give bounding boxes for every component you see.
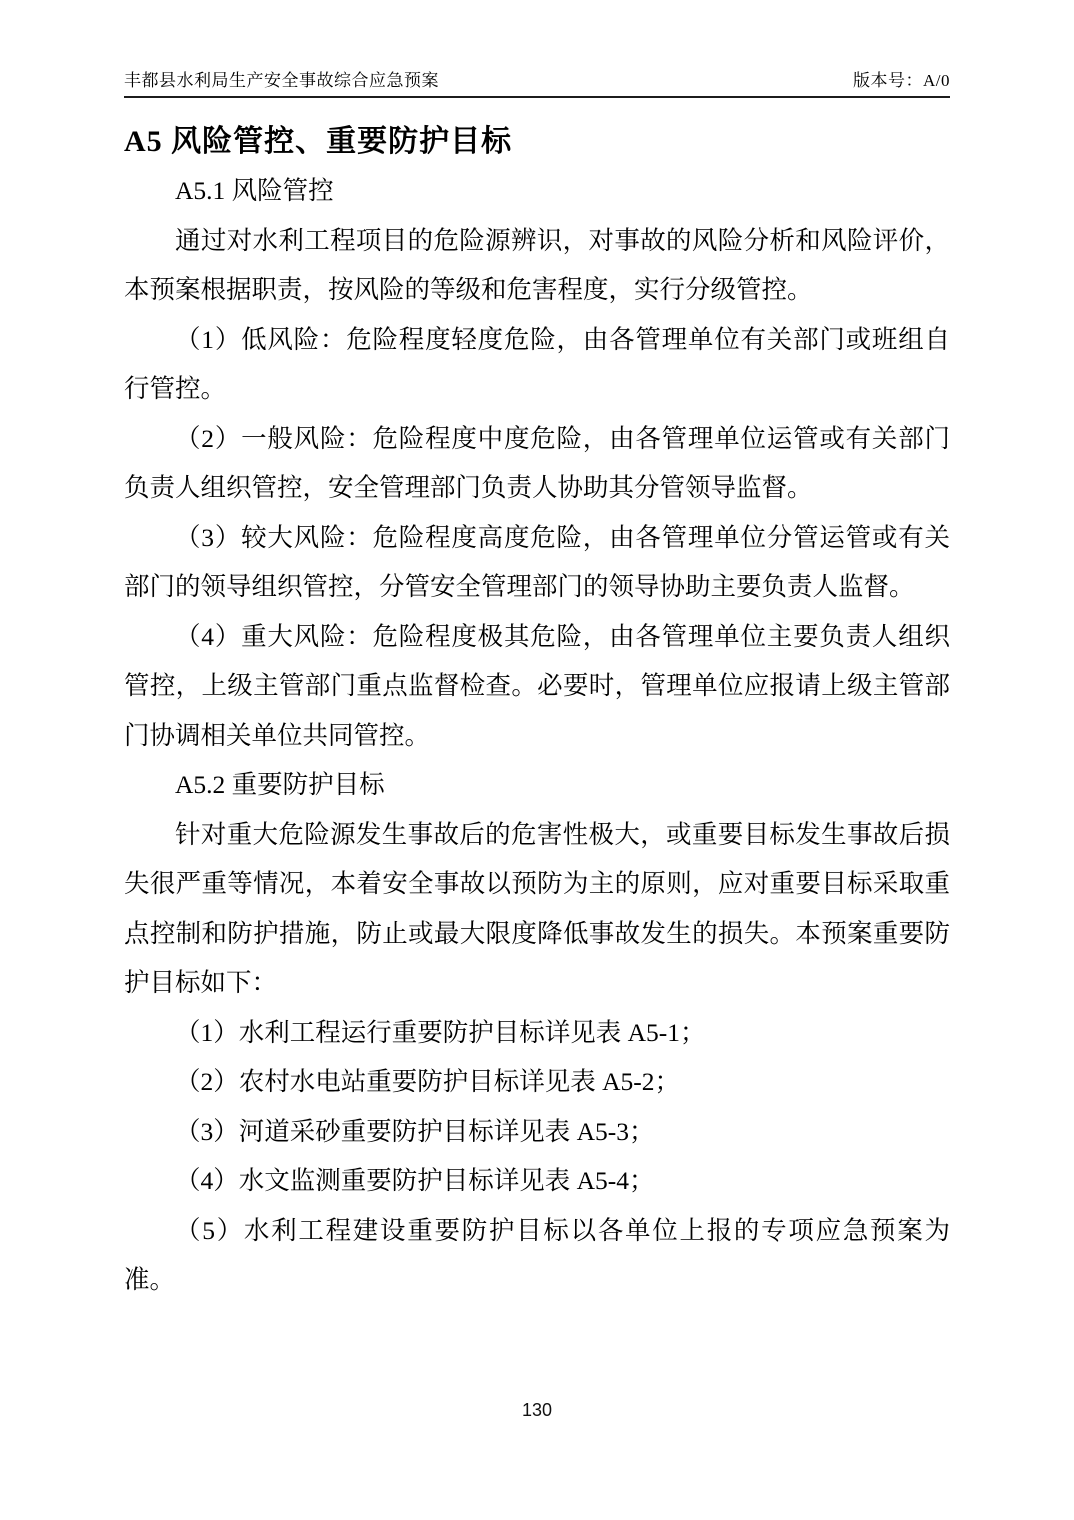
list-item-protection-target-3: （3）河道采砂重要防护目标详见表 A5-3； bbox=[175, 1116, 655, 1146]
list-item-protection-target-1: （1）水利工程运行重要防护目标详见表 A5-1； bbox=[175, 1017, 706, 1047]
paragraph-risk-level-3: （3）较大风险：危险程度高度危险，由各管理单位分管运管或有关部门的领导组织管控，分管安全管理部门的领导协助主要负责人监督。 bbox=[124, 522, 950, 601]
page-header bbox=[124, 70, 950, 98]
list-item-protection-target-5: （5）水利工程建设重要防护目标以各单位上报的专项应急预案为准。 bbox=[124, 1215, 950, 1294]
paragraph-risk-level-2: （2）一般风险：危险程度中度危险，由各管理单位运管或有关部门负责人组织管控，安全管理部门负责人协助其分管领导监督。 bbox=[124, 423, 950, 502]
document-body bbox=[124, 118, 950, 1305]
section-heading-a5-1: A5.1 风险管控 bbox=[175, 176, 334, 205]
list-item-protection-target-2: （2）农村水电站重要防护目标详见表 A5-2； bbox=[175, 1067, 681, 1096]
page-footer bbox=[0, 1400, 1074, 1421]
paragraph-protection-intro: 针对重大危险源发生事故后的危害性极大，或重要目标发生事故后损失很严重等情况，本着安全事故以预防为主的原则，应对重要目标采取重点控制和防护措施，防止或最大限度降低事故发生的损失。本预案重要防护目标如下： bbox=[124, 819, 950, 997]
paragraph-risk-level-4: （4）重大风险：危险程度极其危险，由各管理单位主要负责人组织管控，上级主管部门重点监督检查。必要时，管理单位应报请上级主管部门协调相关单位共同管控。 bbox=[124, 621, 950, 750]
header-version-label: 版本号：A/0 bbox=[853, 71, 950, 90]
paragraph-risk-control-intro: 通过对水利工程项目的危险源辨识，对事故的风险分析和风险评价，本预案根据职责，按风险的等级和危害程度，实行分级管控。 bbox=[124, 225, 950, 304]
paragraph-risk-level-1: （1）低风险：危险程度轻度危险，由各管理单位有关部门或班组自行管控。 bbox=[124, 324, 950, 403]
page-title: A5 风险管控、重要防护目标 bbox=[124, 125, 513, 158]
page-number: 130 bbox=[521, 1400, 553, 1420]
header-document-title: 丰都县水利局生产安全事故综合应急预案 bbox=[124, 71, 439, 90]
list-item-protection-target-4: （4）水文监测重要防护目标详见表 A5-4； bbox=[175, 1166, 655, 1195]
section-heading-a5-2: A5.2 重要防护目标 bbox=[175, 770, 385, 799]
